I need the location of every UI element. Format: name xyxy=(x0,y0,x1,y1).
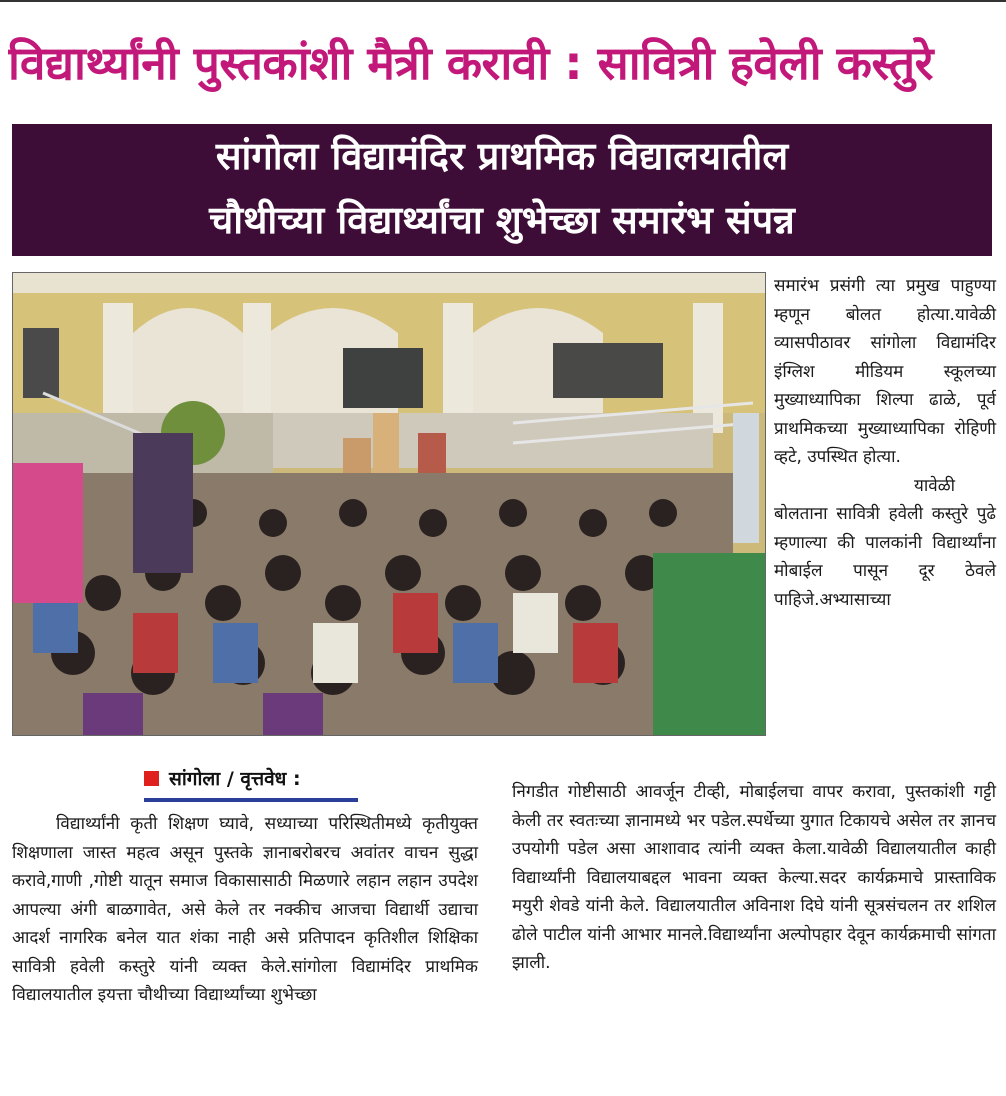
top-rule xyxy=(0,0,1006,2)
event-photo xyxy=(12,272,766,736)
subheadline-box xyxy=(12,124,992,256)
paragraph: निगडीत गोष्टीसाठी आवर्जून टीव्ही, मोबाईलचा वापर करावा, पुस्तकांशी गट्टी केली तर स्वतःच्या ज्ञानामध्ये भर पडेल.स्पर्धेच्या युगात टिकायचे असेल तर ज्ञानच उपयोगी पडेल असा आशावाद त्यांनी व्यक्त केला.यावेळी विद्यालयातील काही विद्यार्थ्यांनी विद्यालयाबद्दल भावना व्यक्त केल्या.सदर कार्यक्रमाचे प्रास्ताविक मयुरी शेवडे यांनी केले. विद्यालयातील अविनाश दिघे यांनी सूत्रसंचलन तर शशिल ढोले पाटील यांनी आभार मानले.विद्यार्थ्यांना अल्पोपहार देवून कार्यक्रमाची सांगता झाली. xyxy=(512,782,996,973)
byline-separator: / xyxy=(226,768,234,790)
byline-place: सांगोला xyxy=(169,768,221,790)
subheadline-line-2: चौथीच्या विद्यार्थ्यांचा शुभेच्छा समारंभ संपन्न xyxy=(209,198,795,242)
subheadline-line-1: सांगोला विद्यामंदिर प्राथमिक विद्यालयातील xyxy=(215,134,789,178)
red-square-icon xyxy=(144,771,159,786)
paragraph: समारंभ प्रसंगी त्या प्रमुख पाहुण्या म्हणून बोलत होत्या.यावेळी व्यासपीठावर सांगोला विद्यामंदिर इंग्लिश मीडियम स्कूलच्या मुख्याध्यापिका शिल्पा ढाळे, पूर्व प्राथमिकच्या मुख्याध्यापिका रोहिणी व्हटे, उपस्थित होत्या. xyxy=(774,276,996,467)
headline: विद्यार्थ्यांनी पुस्तकांशी मैत्री करावी : सावित्री हवेली कस्तुरे xyxy=(8,36,933,90)
left-column xyxy=(12,810,478,1010)
paragraph: यावेळी बोलताना सावित्री हवेली कस्तुरे पुढे म्हणाल्या की पालकांनी विद्यार्थ्यांना मोबाईल पासून दूर ठेवले पाहिजे.अभ्यासाच्या xyxy=(774,475,996,610)
byline xyxy=(144,764,358,802)
right-column xyxy=(774,272,996,614)
byline-source: वृत्तवेध : xyxy=(240,768,301,790)
paragraph: विद्यार्थ्यांनी कृती शिक्षण घ्यावे, सध्याच्या परिस्थितीमध्ये कृतीयुक्त शिक्षणाला जास्त महत्व असून पुस्तके ज्ञानाबरोबरच अवांतर वाचन सुद्धा करावे,गाणी ,गोष्टी यातून समाज विकासासाठी मिळणारे लहान लहान उपदेश आपल्या अंगी बाळगावेत, असे केले तर नक्कीच आजचा विद्यार्थी उद्याचा आदर्श नागरिक बनेल यात शंका नाही असे प्रतिपादन कृतिशील शिक्षिका सावित्री हवेली कस्तुरे यांनी व्यक्त केले.सांगोला विद्यामंदिर प्राथमिक विद्यालयातील इयत्ता चौथीच्या विद्यार्थ्यांच्या शुभेच्छा xyxy=(12,814,478,1005)
middle-column xyxy=(512,778,996,978)
